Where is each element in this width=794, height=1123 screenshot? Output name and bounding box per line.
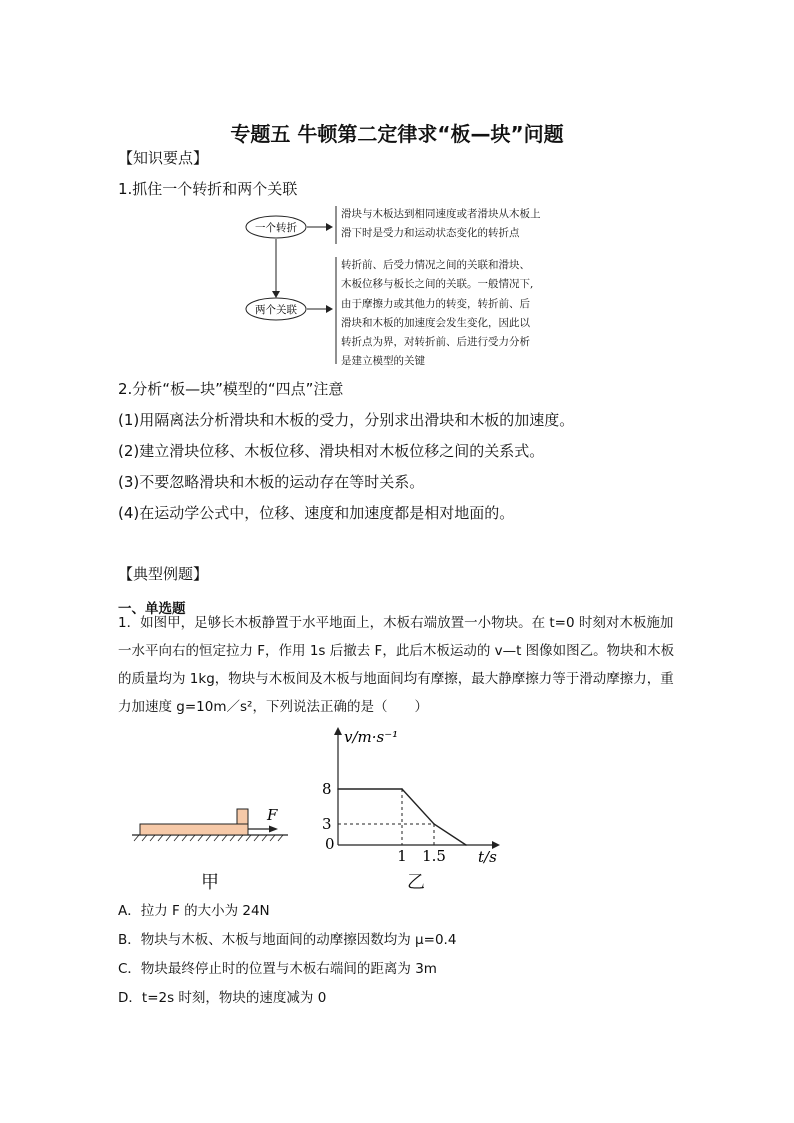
single-choice-header: 一、单选题 bbox=[118, 601, 186, 617]
vt-chart bbox=[310, 725, 510, 870]
force-arrow-head bbox=[269, 826, 278, 833]
y-axis-label: v/m·s⁻¹ bbox=[344, 728, 399, 746]
y-tick-label-3: 3 bbox=[322, 815, 332, 833]
down-arrow-head bbox=[272, 291, 280, 298]
caption-yi: 乙 bbox=[407, 872, 425, 893]
turn-arrow-head bbox=[326, 223, 333, 231]
point-2: (2)建立滑块位移、木板位移、滑块相对木板位移之间的关系式。 bbox=[118, 442, 545, 460]
y-tick-label-8: 8 bbox=[322, 780, 332, 798]
turn-text: 滑块与木板达到相同速度或者滑块从木板上 滑下时是受力和运动状态变化的转折点 bbox=[341, 208, 541, 240]
option-c: C．物块最终停止时的位置与木板右端间的距离为 3m bbox=[118, 961, 437, 977]
option-a: A．拉力 F 的大小为 24N bbox=[118, 903, 270, 919]
point-1: (1)用隔离法分析滑块和木板的受力，分别求出滑块和木板的加速度。 bbox=[118, 411, 575, 429]
force-label: F bbox=[267, 806, 278, 824]
option-b: B．物块与木板、木板与地面间的动摩擦因数均为 μ=0.4 bbox=[118, 932, 457, 948]
section2-title: 2.分析“板—块”模型的“四点”注意 bbox=[118, 380, 344, 398]
caption-jia: 甲 bbox=[201, 872, 219, 893]
links-node-label: 两个关联 bbox=[255, 304, 297, 316]
point-3: (3)不要忽略滑块和木板的运动存在等时关系。 bbox=[118, 473, 425, 491]
links-arrow-head bbox=[326, 305, 333, 313]
figure-jia bbox=[128, 800, 293, 850]
examples-header: 【典型例题】 bbox=[118, 565, 209, 583]
question-text: 1．如图甲，足够长木板静置于水平地面上，木板右端放置一小物块。在 t=0 时刻对木板施加一水平向右的恒定拉力 F，作用 1s 后撤去 F，此后木板运动的 v—t 图像如图乙。物块和木板的质量均为 1kg，物块与木板间及木板与地面间均有摩擦，最大静摩擦力等于滑动摩擦力，重力加速度 g=10m／s²，下列说法正确的是（ ） bbox=[118, 615, 675, 715]
x-axis-label: t/s bbox=[478, 848, 497, 866]
section1-title: 1.抓住一个转折和两个关联 bbox=[118, 180, 298, 198]
x-tick-label-1-5: 1.5 bbox=[422, 847, 446, 865]
y-axis-arrow bbox=[334, 727, 342, 735]
point-4: (4)在运动学公式中，位移、速度和加速度都是相对地面的。 bbox=[118, 504, 515, 522]
board bbox=[140, 824, 248, 835]
option-d: D．t=2s 时刻，物块的速度减为 0 bbox=[118, 990, 327, 1006]
links-text: 转折前、后受力情况之间的关联和滑块、 木板位移与板长之间的关联。一般情况下, 由于摩擦力或其他力的转变，转折前、后 滑块和木板的加速度会发生变化，因此以 转折点为界，对转折前、后进行受力分析 是建立模型的关键 bbox=[341, 259, 534, 368]
origin-label: 0 bbox=[325, 835, 335, 853]
knowledge-header: 【知识要点】 bbox=[118, 149, 209, 167]
turn-node-label: 一个转折 bbox=[255, 222, 297, 234]
page-title: 专题五 牛顿第二定律求“板—块”问题 bbox=[230, 122, 564, 146]
ground-hatch bbox=[134, 835, 283, 841]
x-tick-label-1: 1 bbox=[397, 847, 407, 865]
block bbox=[237, 809, 248, 824]
